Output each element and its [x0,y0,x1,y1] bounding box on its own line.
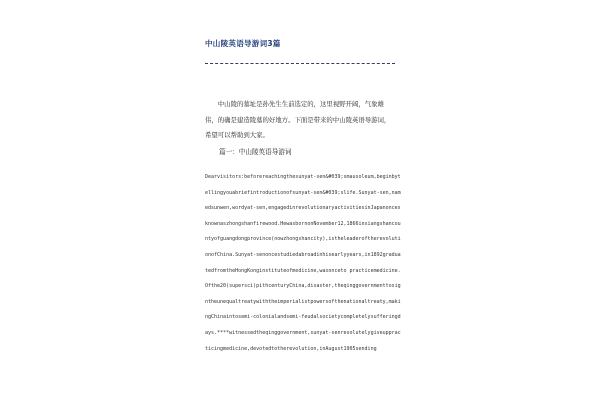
intro-paragraph: 中山陵的墓址是孙先生生前选定的，这里视野开阔，气象雄伟，的确是建造陵墓的好地方。下面是带来的中山陵英语导游词，希望可以帮助到大家。 [205,100,391,139]
body-paragraph: Dearvisitors:beforereachingthesunyat-sen&#039;smausoleum,beginbytellingyouabriefintroductionofsunyat-sen&#039;slife.Sunyat-sen,namedsunwen,wordyat-sen,engagedinrevolutionaryactivitiesinJapanoncesknownaszhongshanfirewood.HewasbornonNovember12,1866inxiangshancountyofguangdongprovince(nowzhongshancity),istheleaderoftherevolutionofChina.Sunyat-senoncestudiedabroadinhisearlyyears,in1892graduatedfromtheHongKonginstituteofmedicine,wasonceto practicemedicine.Ofthe20(supersci)pithcenturyChina,disaster,theqinggovernmenttosigntheunequaltreatywiththeimperialistpowersofthenationaltreaty,makingChinaintosemi-colonialandsemi-feudalsocietycompletelysufferingdays.****witnessedtheqinggovernment,sunyat-senresolutelygiveuppracticingmedicine,devotedtotherevolution,inAugust1905sending [205,174,401,352]
section-heading: 篇一：中山陵英语导游词 [219,148,292,156]
title-divider [205,63,395,64]
document-title: 中山陵英语导游词3篇 [205,39,281,48]
